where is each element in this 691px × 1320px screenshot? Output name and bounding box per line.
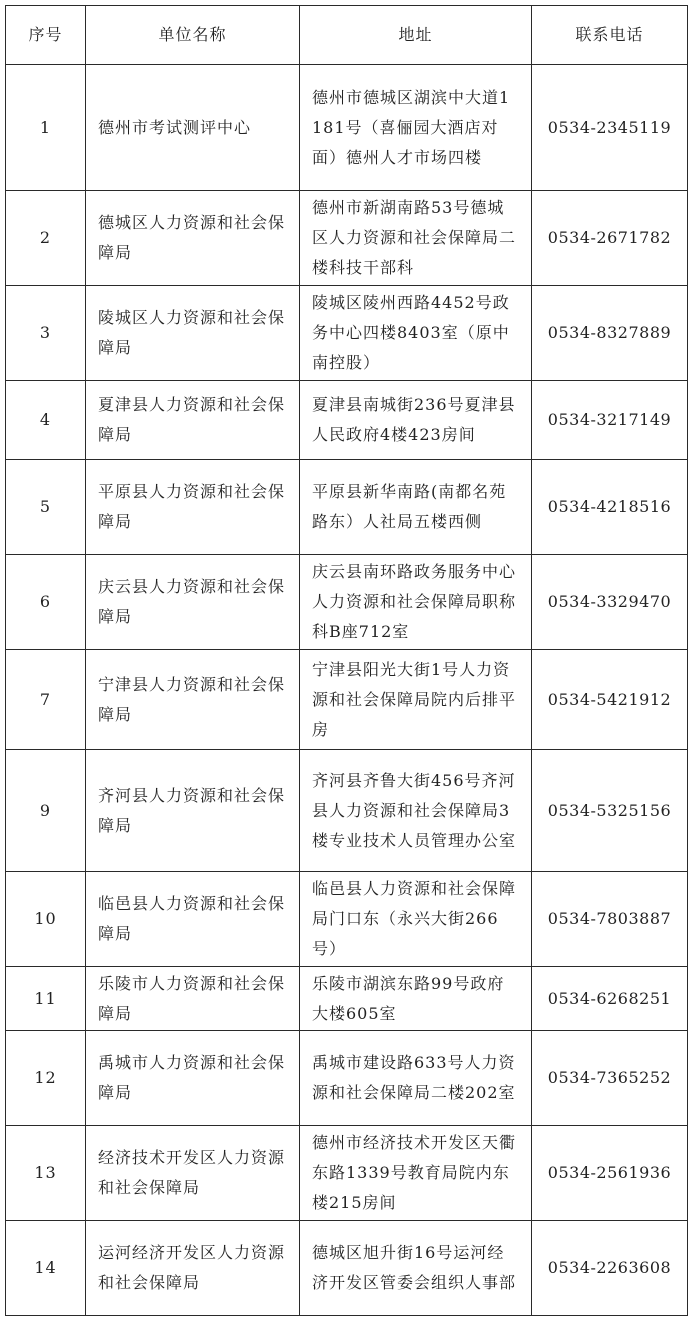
address: 乐陵市湖滨东路99号政府大楼605室 [300, 967, 532, 1031]
phone-number: 0534-7365252 [532, 1031, 688, 1126]
row-number: 11 [6, 967, 86, 1031]
row-number: 5 [6, 460, 86, 555]
address: 陵城区陵州西路4452号政务中心四楼8403室（原中南控股） [300, 286, 532, 381]
unit-name: 运河经济开发区人力资源和社会保障局 [86, 1221, 300, 1316]
table-row [6, 750, 688, 872]
table-row [6, 1031, 688, 1126]
unit-name: 临邑县人力资源和社会保障局 [86, 872, 300, 967]
address: 德州市新湖南路53号德城区人力资源和社会保障局二楼科技干部科 [300, 191, 532, 286]
address: 平原县新华南路(南都名苑路东）人社局五楼西侧 [300, 460, 532, 555]
table-row [6, 967, 688, 1031]
phone-number: 0534-3329470 [532, 555, 688, 650]
header-phone: 联系电话 [532, 6, 688, 65]
address: 宁津县阳光大街1号人力资源和社会保障局院内后排平房 [300, 650, 532, 750]
contact-table [5, 5, 688, 1316]
table-row [6, 286, 688, 381]
phone-number: 0534-4218516 [532, 460, 688, 555]
address: 德城区旭升街16号运河经济开发区管委会组织人事部 [300, 1221, 532, 1316]
unit-name: 陵城区人力资源和社会保障局 [86, 286, 300, 381]
address: 齐河县齐鲁大街456号齐河县人力资源和社会保障局3楼专业技术人员管理办公室 [300, 750, 532, 872]
unit-name: 禹城市人力资源和社会保障局 [86, 1031, 300, 1126]
phone-number: 0534-2671782 [532, 191, 688, 286]
header-row [6, 6, 688, 65]
unit-name: 乐陵市人力资源和社会保障局 [86, 967, 300, 1031]
row-number: 9 [6, 750, 86, 872]
phone-number: 0534-5421912 [532, 650, 688, 750]
unit-name: 德州市考试测评中心 [86, 65, 300, 191]
row-number: 2 [6, 191, 86, 286]
phone-number: 0534-2345119 [532, 65, 688, 191]
table-row [6, 650, 688, 750]
table-row [6, 1126, 688, 1221]
phone-number: 0534-6268251 [532, 967, 688, 1031]
row-number: 7 [6, 650, 86, 750]
table-row [6, 191, 688, 286]
unit-name: 庆云县人力资源和社会保障局 [86, 555, 300, 650]
address: 禹城市建设路633号人力资源和社会保障局二楼202室 [300, 1031, 532, 1126]
phone-number: 0534-3217149 [532, 381, 688, 460]
phone-number: 0534-7803887 [532, 872, 688, 967]
phone-number: 0534-2263608 [532, 1221, 688, 1316]
row-number: 1 [6, 65, 86, 191]
address: 夏津县南城街236号夏津县人民政府4楼423房间 [300, 381, 532, 460]
table-row [6, 65, 688, 191]
row-number: 13 [6, 1126, 86, 1221]
table-row [6, 555, 688, 650]
header-no: 序号 [6, 6, 86, 65]
row-number: 12 [6, 1031, 86, 1126]
unit-name: 夏津县人力资源和社会保障局 [86, 381, 300, 460]
row-number: 4 [6, 381, 86, 460]
phone-number: 0534-8327889 [532, 286, 688, 381]
table-row [6, 872, 688, 967]
header-address: 地址 [300, 6, 532, 65]
header-unit: 单位名称 [86, 6, 300, 65]
row-number: 14 [6, 1221, 86, 1316]
table-row [6, 381, 688, 460]
address: 德州市经济技术开发区天衢东路1339号教育局院内东楼215房间 [300, 1126, 532, 1221]
row-number: 3 [6, 286, 86, 381]
phone-number: 0534-2561936 [532, 1126, 688, 1221]
row-number: 10 [6, 872, 86, 967]
phone-number: 0534-5325156 [532, 750, 688, 872]
unit-name: 宁津县人力资源和社会保障局 [86, 650, 300, 750]
unit-name: 德城区人力资源和社会保障局 [86, 191, 300, 286]
row-number: 6 [6, 555, 86, 650]
address: 德州市德城区湖滨中大道1181号（喜俪园大酒店对面）德州人才市场四楼 [300, 65, 532, 191]
table-row [6, 1221, 688, 1316]
address: 临邑县人力资源和社会保障局门口东（永兴大街266号） [300, 872, 532, 967]
unit-name: 经济技术开发区人力资源和社会保障局 [86, 1126, 300, 1221]
table-row [6, 460, 688, 555]
unit-name: 平原县人力资源和社会保障局 [86, 460, 300, 555]
unit-name: 齐河县人力资源和社会保障局 [86, 750, 300, 872]
address: 庆云县南环路政务服务中心人力资源和社会保障局职称科B座712室 [300, 555, 532, 650]
